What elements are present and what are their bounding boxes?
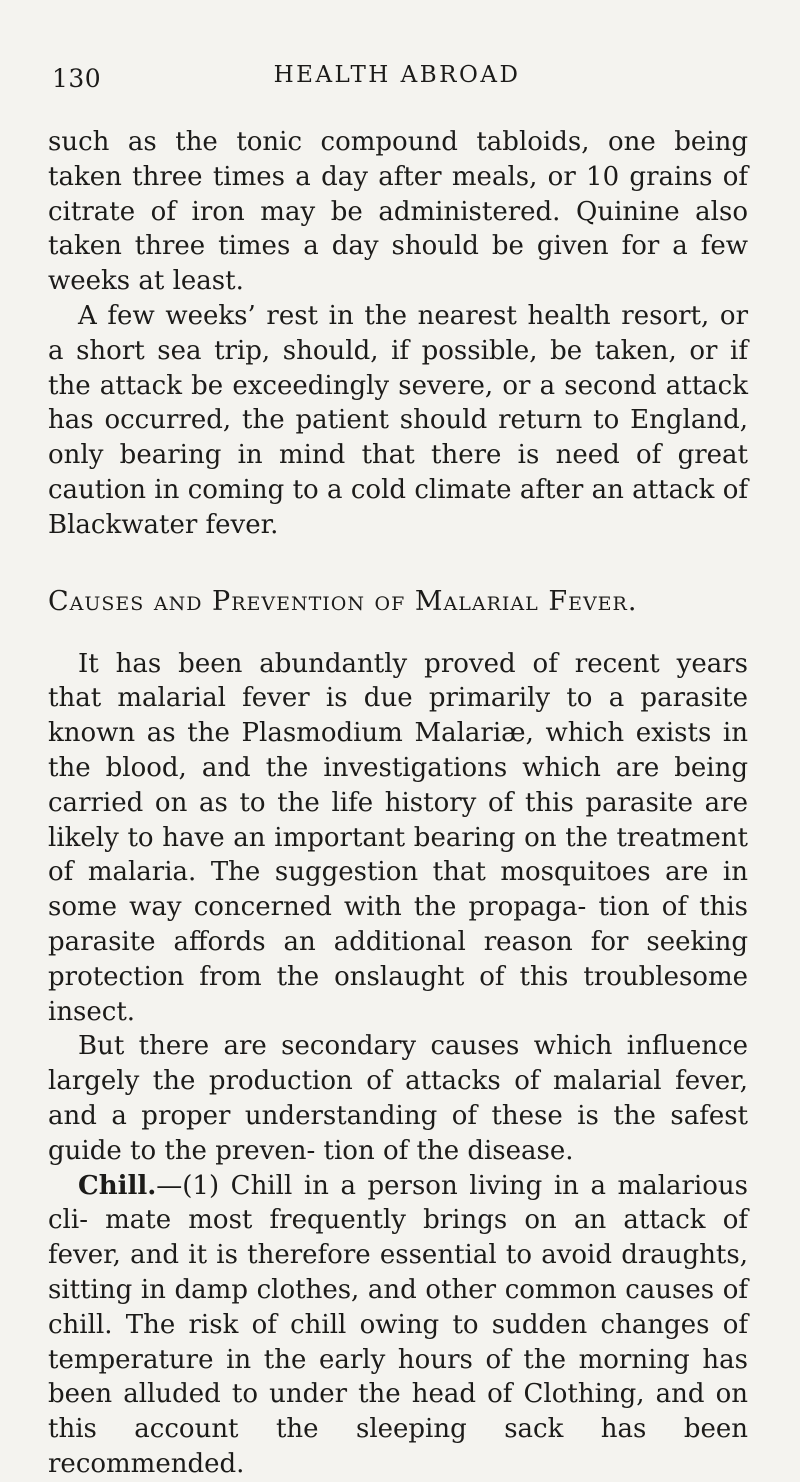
page-number: 130	[52, 64, 102, 93]
run-in-heading-chill: Chill.	[78, 1170, 157, 1201]
paragraph-chill	[48, 1169, 748, 1482]
paragraph-rest-advice: A few weeks’ rest in the nearest health resort, or a short sea trip, should, if possible, be taken, or if the attack be exceedingly severe, or a second attack has occurred, the patient should return to England, only bearing in mind that there is need of great caution in coming to a cold climate after an attack of Blackwater fever.	[48, 300, 748, 540]
running-head	[52, 58, 742, 98]
running-head-title: HEALTH ABROAD	[273, 62, 521, 88]
body-text	[48, 125, 748, 1482]
paragraph-continuation: such as the tonic compound tabloids, one being taken three times a day after meals, or 10 grains of citrate of iron may be administered. Quinine also taken three times a day should be given for a few weeks at least.	[48, 127, 748, 297]
paragraph-secondary-causes: But there are secondary causes which influence largely the production of attacks of malarial fever, and a proper understanding of these is the safest guide to the preven- tion of the disease.	[48, 1031, 748, 1166]
section-heading: Causes and Prevention of Malarial Fever.	[48, 585, 638, 617]
paragraph-plasmodium: It has been abundantly proved of recent years that malarial fever is due primarily to a parasite known as the Plasmodium Malariæ, which exists in the blood, and the investigations which are being carried on as to the life history of this parasite are likely to have an important bearing on the treatment of malaria. The suggestion that mosquitoes are in some way concerned with the propaga- tion of this parasite affords an additional reason for seeking protection from the onslaught of this troublesome insect.	[48, 648, 748, 1027]
paragraph-chill-text: —(1) Chill in a person living in a malarious cli- mate most frequently brings on an attack of fever, and it is therefore essential to avoid draughts, sitting in damp clothes, and other common causes of chill. The risk of chill owing to sudden changes of temperature in the early hours of the morning has been alluded to under the head of Clothing, and on this account the sleeping sack has been recommended.	[48, 1170, 748, 1479]
